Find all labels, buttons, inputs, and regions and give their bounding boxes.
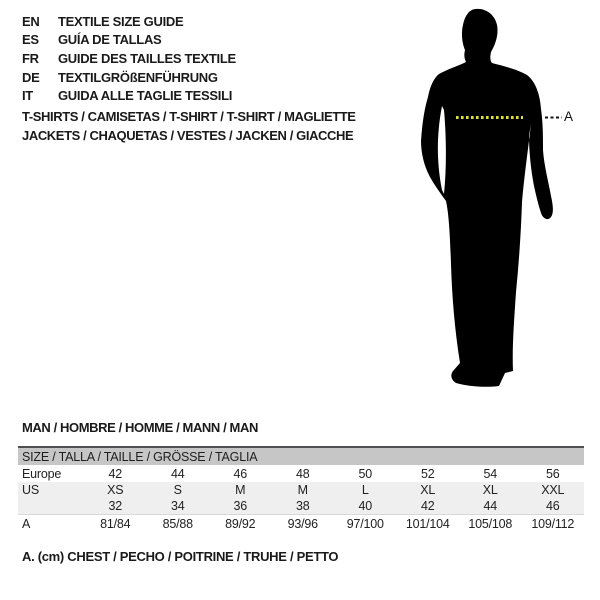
language-label: GUÍA DE TALLAS	[58, 32, 162, 48]
measure-label-a: A	[564, 109, 574, 124]
language-code: DE	[22, 69, 40, 85]
size-cell: 48	[295, 466, 310, 481]
section-title-man: MAN / HOMBRE / HOMME / MANN / MAN	[22, 420, 258, 435]
size-cell: 42	[420, 499, 435, 513]
size-cell: 42	[108, 466, 122, 481]
size-cell: 54	[483, 466, 497, 481]
size-cell: L	[361, 483, 369, 497]
man-figure	[390, 0, 600, 400]
language-list	[22, 12, 236, 105]
man-silhouette	[390, 0, 600, 400]
size-cell: 46	[233, 466, 247, 481]
size-cell: 97/100	[346, 516, 384, 531]
language-code: ES	[22, 32, 39, 48]
table-row-us	[18, 482, 584, 498]
size-cell: 93/96	[287, 516, 318, 531]
category-heading	[22, 107, 356, 145]
language-code: FR	[22, 50, 39, 66]
measurement-footnote: A. (cm) CHEST / PECHO / POITRINE / TRUHE / PETTO	[22, 549, 339, 564]
category-line-jackets: JACKETS / CHAQUETAS / VESTES / JACKEN / GIACCHE	[22, 128, 354, 143]
size-cell: 56	[545, 466, 560, 481]
language-label: TEXTILGRÖßENFÜHRUNG	[58, 69, 218, 85]
language-row	[22, 49, 236, 68]
size-cell: 105/108	[468, 516, 513, 531]
size-table-header: SIZE / TALLA / TAILLE / GRÖSSE / TAGLIA	[18, 448, 584, 465]
table-row-chest-a	[18, 514, 584, 532]
size-cell: 38	[295, 499, 310, 513]
size-cell: S	[173, 483, 182, 497]
row-label: US	[22, 483, 39, 497]
size-cell: 52	[420, 466, 435, 481]
language-code: IT	[22, 88, 33, 104]
size-cell: M	[297, 483, 308, 497]
row-label: A	[22, 516, 31, 531]
size-cell: 46	[545, 499, 560, 513]
table-row-us-numeric	[18, 498, 584, 514]
size-cell: 32	[108, 499, 122, 513]
size-cell: XL	[420, 483, 436, 497]
language-label: TEXTILE SIZE GUIDE	[58, 13, 184, 29]
size-cell: 101/104	[405, 516, 450, 531]
row-label: Europe	[22, 466, 62, 481]
size-cell: 34	[170, 499, 185, 513]
size-cell: 50	[358, 466, 372, 481]
man-silhouette-path	[421, 9, 553, 387]
size-cell: 44	[483, 499, 497, 513]
size-cell: 81/84	[100, 516, 131, 531]
size-cell: 36	[233, 499, 247, 513]
size-cell: 109/112	[531, 516, 575, 531]
language-row	[22, 12, 236, 31]
category-line-tshirts: T-SHIRTS / CAMISETAS / T-SHIRT / T-SHIRT / MAGLIETTE	[22, 109, 356, 124]
size-cell: XL	[482, 483, 498, 497]
language-row	[22, 31, 236, 50]
size-cell: XS	[107, 483, 124, 497]
language-code: EN	[22, 13, 40, 29]
size-cell: 40	[358, 499, 372, 513]
size-cell: 85/88	[162, 516, 193, 531]
size-cell: 44	[170, 466, 185, 481]
size-cell: M	[235, 483, 246, 497]
size-cell: XXL	[541, 483, 565, 497]
size-table	[18, 446, 584, 532]
table-row-europe	[18, 465, 584, 482]
size-cell: 89/92	[225, 516, 256, 531]
language-row	[22, 68, 236, 87]
language-label: GUIDE DES TAILLES TEXTILE	[58, 50, 236, 66]
language-label: GUIDA ALLE TAGLIE TESSILI	[58, 88, 233, 104]
language-row	[22, 86, 236, 105]
